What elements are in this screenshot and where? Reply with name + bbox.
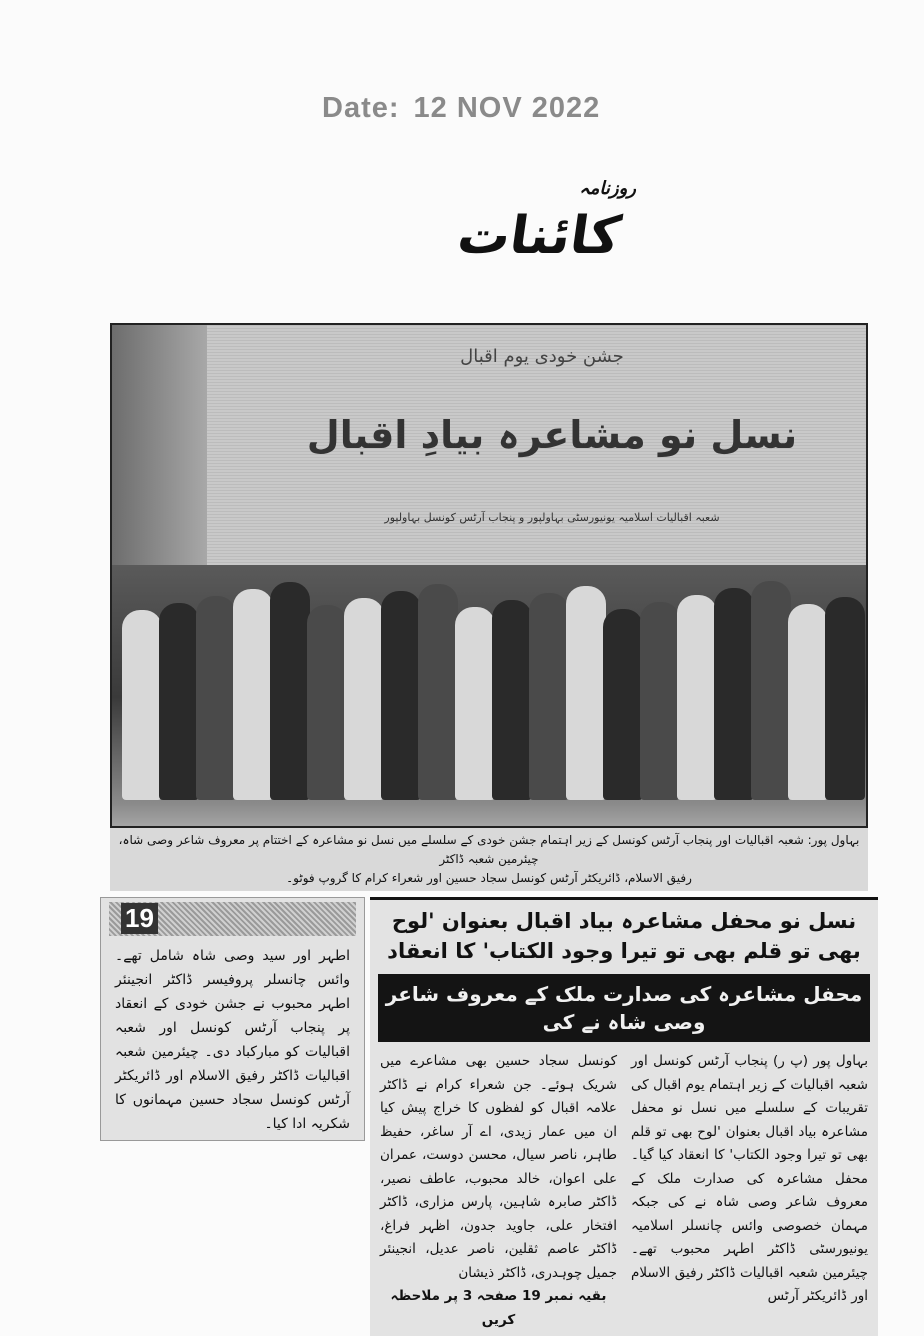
person-silhouette [418, 584, 458, 800]
photo-caption [110, 828, 868, 891]
person-silhouette [381, 591, 421, 800]
news-article [370, 897, 878, 1336]
group-photo [110, 323, 868, 828]
person-silhouette [196, 596, 236, 800]
article-jump-line: بقیہ نمبر 19 صفحہ 3 پر ملاحظہ کریں [390, 1288, 607, 1328]
continuation-header [109, 902, 356, 936]
clipping-date [322, 92, 602, 125]
person-silhouette [751, 581, 791, 800]
crowd-of-people [112, 565, 866, 828]
banner-subtitle: جشن خودی یوم اقبال [460, 346, 624, 367]
iqbal-portrait-image [112, 325, 207, 565]
continuation-text: اطہر اور سید وصی شاہ شامل تھے۔ وائس چانسلر پروفیسر ڈاکٹر انجینئر اطہر محبوب نے جشن خودی کے انعقاد پر پنجاب آرٹس کونسل اور شعبہ اقبالیات کو مبارکباد دی۔ چیئرمین شعبہ اقبالیات ڈاکٹر رفیق الاسلام اور ڈائریکٹر آرٹس کونسل سجاد حسین مہمانوں کا شکریہ ادا کیا۔ [115, 948, 350, 1132]
person-silhouette [344, 598, 384, 800]
person-silhouette [233, 589, 273, 800]
continuation-page-number: 19 [121, 903, 158, 934]
article-column-2 [380, 1050, 617, 1332]
person-silhouette [492, 600, 532, 800]
person-silhouette [566, 586, 606, 800]
person-silhouette [270, 582, 310, 800]
article-subheadline: محفل مشاعرہ کی صدارت ملک کے معروف شاعر وصی شاہ نے کی [378, 974, 870, 1042]
banner-organizers: شعبہ اقبالیات اسلامیہ یونیورسٹی بہاولپور و پنجاب آرٹس کونسل بہاولپور [384, 511, 720, 524]
person-silhouette [529, 593, 569, 800]
person-silhouette [455, 607, 495, 800]
article-headline: نسل نو محفل مشاعرہ بیاد اقبال بعنوان 'لوح بھی تو قلم بھی تو تیرا وجود الکتاب' کا انعقاد [387, 909, 861, 963]
person-silhouette [640, 602, 680, 800]
banner-title: نسل نو مشاعرہ بیادِ اقبال [306, 413, 798, 457]
continuation-box [100, 897, 365, 1141]
article-column-1: بہاول پور (پ ر) پنجاب آرٹس کونسل اور شعبہ اقبالیات کے زیر اہتمام یوم اقبال کی تقریبات کے سلسلے میں نسل نو محفل مشاعرہ بیاد اقبال بعنوان 'لوح بھی تو قلم بھی تو تیرا وجود الکتاب' کا انعقاد کیا گیا۔ محفل مشاعرہ کی صدارت ملک کے معروف شاعر وصی شاہ نے کی جبکہ مہمان خصوصی وائس چانسلر اسلامیہ یونیورسٹی ڈاکٹر اطہر محبوب تھے۔ چیئرمین شعبہ اقبالیات ڈاکٹر رفیق الاسلام اور ڈائریکٹر آرٹس [631, 1053, 868, 1304]
person-silhouette [307, 605, 347, 800]
person-silhouette [122, 610, 162, 800]
caption-line-2: رفیق الاسلام، ڈائریکٹر آرٹس کونسل سجاد حسین اور شعراء کرام کا گروپ فوٹو۔ [286, 871, 692, 885]
newspaper-masthead [380, 178, 640, 288]
caption-line-1: بہاول پور: شعبہ اقبالیات اور پنجاب آرٹس کونسل کے زیر اہتمام جشن خودی کے سلسلے میں نسل نو مشاعرہ کے اختتام پر معروف شاعر وصی شاہ، چیئرمین شعبہ ڈاکٹر [118, 833, 860, 866]
person-silhouette [603, 609, 643, 800]
article-column-2-text: کونسل سجاد حسین بھی مشاعرے میں شریک ہوئے۔ جن شعراء کرام نے ڈاکٹر علامہ اقبال کو لفظوں کا خراج پیش کیا ان میں عمار زیدی، اے آر ساغر، حفیظ طاہر، ناصر سیال، محسن دوست، عمران علی اعوان، خالد محبوب، عاطف نصیر، ڈاکٹر صابرہ شاہین، پارس مزاری، ڈاکٹر افتخار علی، جاوید جدون، اظہر فراغ، ڈاکٹر عاصم ثقلین، ناصر عدیل، انجینئر جمیل چوہدری، ڈاکٹر ذیشان [380, 1053, 617, 1281]
person-silhouette [677, 595, 717, 800]
event-banner [112, 325, 866, 565]
masthead-name: کائنات [453, 206, 625, 266]
date-label: Date: [322, 92, 400, 124]
person-silhouette [714, 588, 754, 800]
person-silhouette [825, 597, 865, 800]
person-silhouette [159, 603, 199, 800]
date-value: 12 NOV 2022 [413, 92, 601, 124]
masthead-prefix: روزنامہ [579, 178, 636, 199]
person-silhouette [788, 604, 828, 800]
